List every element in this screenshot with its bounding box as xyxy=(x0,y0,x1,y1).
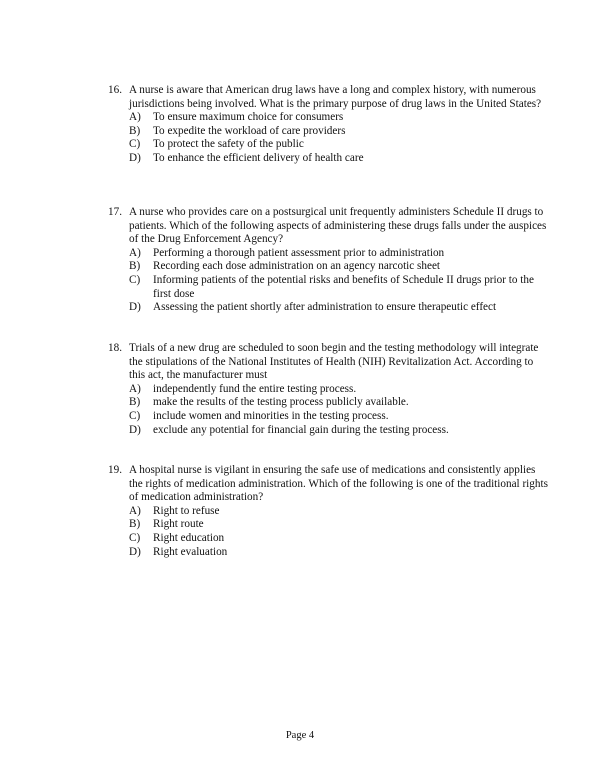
option-a xyxy=(129,247,548,261)
question-stem: Trials of a new drug are scheduled to soon begin and the testing methodology will integrate the stipulations of the National Institutes of Health (NIH) Revitalization Act. According to this act, the manufacturer must xyxy=(129,342,539,382)
option-letter: B) xyxy=(129,260,141,273)
option-text: To ensure maximum choice for consumers xyxy=(153,111,344,124)
option-b xyxy=(129,125,548,139)
option-text: Right route xyxy=(153,518,204,531)
question-stem: A hospital nurse is vigilant in ensuring the safe use of medications and consistently applies the rights of medication administration. Which of the following is one of the traditional rights of medication administration? xyxy=(129,464,548,504)
options-list xyxy=(129,111,548,165)
option-text: To enhance the efficient delivery of health care xyxy=(153,151,364,164)
page-number: Page 4 xyxy=(285,730,315,741)
option-text: include women and minorities in the testing process. xyxy=(153,409,389,422)
option-text: Right to refuse xyxy=(153,504,220,517)
question-number: 19. xyxy=(108,464,122,476)
option-d xyxy=(129,424,548,438)
option-a xyxy=(129,383,548,397)
option-letter: D) xyxy=(129,545,141,558)
question-stem: A nurse is aware that American drug laws have a long and complex history, with numerous jurisdictions being involved. What is the primary purpose of drug laws in the United States? xyxy=(129,84,542,110)
option-letter: B) xyxy=(129,518,141,531)
question-16 xyxy=(108,84,548,166)
option-text: independently fund the entire testing process. xyxy=(153,382,357,395)
option-c xyxy=(129,410,548,424)
option-letter: A) xyxy=(129,246,141,259)
option-text: Assessing the patient shortly after administration to ensure therapeutic effect xyxy=(153,301,497,314)
options-list xyxy=(129,505,548,559)
option-text: Right education xyxy=(153,531,225,544)
option-text: make the results of the testing process publicly available. xyxy=(153,396,409,409)
options-list xyxy=(129,247,548,315)
option-b xyxy=(129,396,548,410)
option-text: To protect the safety of the public xyxy=(153,138,304,151)
option-letter: C) xyxy=(129,273,141,286)
option-letter: C) xyxy=(129,409,141,422)
option-letter: B) xyxy=(129,396,141,409)
question-17 xyxy=(108,206,548,315)
option-d xyxy=(129,546,548,560)
option-letter: A) xyxy=(129,382,141,395)
option-letter: D) xyxy=(129,301,141,314)
question-stem: A nurse who provides care on a postsurgical unit frequently administers Schedule II drugs to patients. Which of the following aspects of administering these drugs falls under the auspices of the Drug Enforcement Agency? xyxy=(129,206,547,246)
question-18 xyxy=(108,342,548,437)
options-list xyxy=(129,383,548,437)
option-letter: A) xyxy=(129,111,141,124)
option-text: Right evaluation xyxy=(153,545,228,558)
option-letter: D) xyxy=(129,151,141,164)
option-d xyxy=(129,152,548,166)
option-c xyxy=(129,532,548,546)
option-b xyxy=(129,260,548,274)
question-number: 17. xyxy=(108,206,122,218)
question-19 xyxy=(108,464,548,559)
question-number: 18. xyxy=(108,342,122,354)
option-letter: A) xyxy=(129,504,141,517)
option-text: To expedite the workload of care providers xyxy=(153,124,346,137)
option-b xyxy=(129,518,548,532)
option-letter: C) xyxy=(129,531,141,544)
question-number: 16. xyxy=(108,84,122,96)
option-a xyxy=(129,505,548,519)
option-c xyxy=(129,274,548,301)
option-letter: C) xyxy=(129,138,141,151)
option-text: exclude any potential for financial gain during the testing process. xyxy=(153,423,449,436)
option-a xyxy=(129,111,548,125)
option-d xyxy=(129,301,548,315)
option-text: Performing a thorough patient assessment prior to administration xyxy=(153,246,445,259)
option-text: Recording each dose administration on an agency narcotic sheet xyxy=(153,260,441,273)
option-text: Informing patients of the potential risks and benefits of Schedule II drugs prior to the first dose xyxy=(153,273,534,300)
option-letter: B) xyxy=(129,124,141,137)
option-letter: D) xyxy=(129,423,141,436)
option-c xyxy=(129,138,548,152)
